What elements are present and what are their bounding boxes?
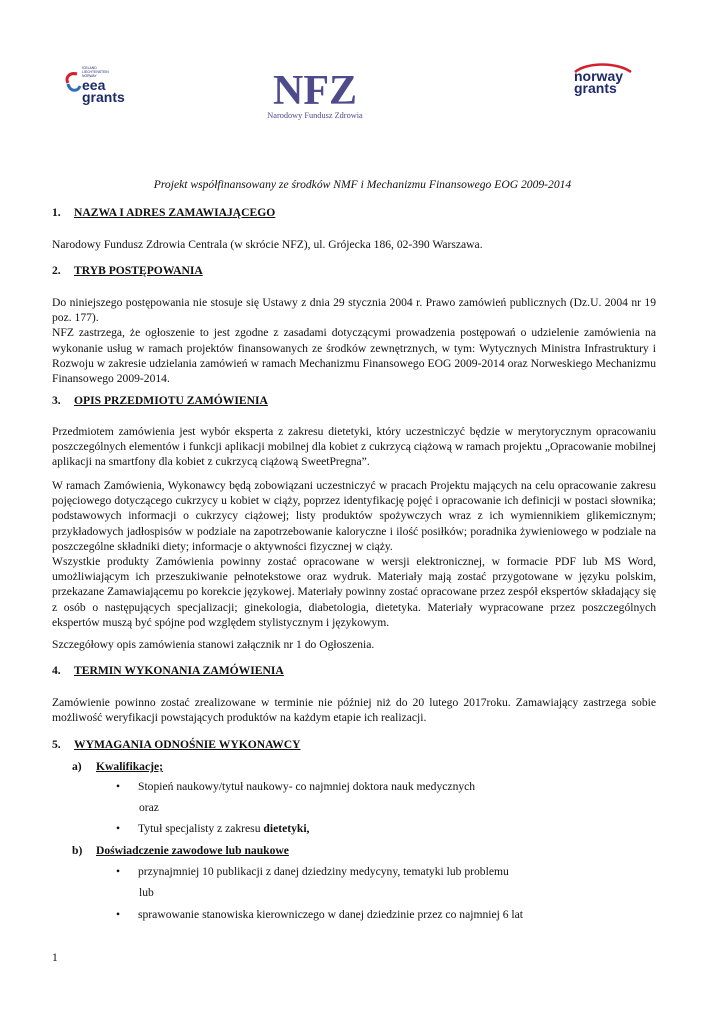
section-4-heading: 4. TERMIN WYKONANIA ZAMÓWIENIA — [52, 664, 284, 677]
section-3-paragraph: Wszystkie produkty Zamówienia powinny zostać opracowane w wersji elektronicznej, w formacie PDF lub MS Word, umożliwiającym ich przeszukiwanie pełnotekstowe oraz wydruk. Materiały mają zostać przygotowane w języku polskim, przekazane Zamawiającemu po korekcie językowej. Materiały powinny zostać opracowane przez zespół ekspertów składający się z osób o następujących specjalizacji; ginekologia, diabetologia, dietetyka. Materiały wypracowane przez poszczególnych ekspertów muszą być spójne pod względem stylistycznym i językowym. — [52, 555, 656, 629]
section-2-heading: 2. TRYB POSTĘPOWANIA — [52, 264, 203, 277]
eea-logo-fine-print: ICELAND LIECHTENSTEIN NORWAY — [82, 66, 109, 78]
section-3-details — [52, 478, 656, 630]
eea-grants-logo — [64, 66, 144, 106]
section-5-heading: 5. WYMAGANIA ODNOŚNIE WYKONAWCY — [52, 738, 301, 751]
section-1-text: Narodowy Fundusz Zdrowia Centrala (w skrócie NFZ), ul. Grójecka 186, 02-390 Warszawa. — [52, 238, 483, 251]
nfz-mark — [250, 72, 380, 108]
eea-swirl-icon — [64, 70, 82, 94]
list-item: • Tytuł specjalisty z zakresu dietetyki, — [116, 822, 310, 835]
section-3-paragraph: W ramach Zamówienia, Wykonawcy będą zobowiązani uczestniczyć w pracach Projektu mających na celu opracowanie zakresu pojęciowego dotyczącego cukrzycy u kobiet w ciąży, poprzez identyfikację pojęć i opracowanie ich definicji w postaci słownika; podstawowych informacji o cukrzycy ciążowej; listy produktów spożywczych wraz z ich wymiennikiem glikemicznym; przykładowych jadłospisów w podziale na zapotrzebowanie kaloryczne i ilość posiłków; poradnika żywieniowego w podziale na poszczególne składniki diety; informacje o aktywności fizycznej w ciąży. — [52, 479, 656, 553]
section-3-heading: 3. OPIS PRZEDMIOTU ZAMÓWIENIA — [52, 394, 268, 407]
section-4-text: Zamówienie powinno zostać zrealizowane w terminie nie później niż do 20 lutego 2017roku. Zamawiający zastrzega sobie możliwość weryfikacji powstających produktów na każdym etapie ich realizacji. — [52, 696, 656, 725]
norway-grants-logo — [568, 62, 648, 104]
list-item-connector: lub — [139, 886, 154, 899]
section-2-paragraph: Do niniejszego postępowania nie stosuje się Ustawy z dnia 29 stycznia 2004 r. Prawo zamówień publicznych (Dz.U. 2004 nr 19 poz. 177). — [52, 296, 656, 325]
nfz-full-name: Narodowy Fundusz Zdrowia — [267, 111, 363, 120]
section-3-note: Szczegółowy opis zamówienia stanowi załącznik nr 1 do Ogłoszenia. — [52, 638, 375, 651]
subsection-b-heading: b) Doświadczenie zawodowe lub naukowe — [72, 844, 289, 857]
project-subtitle: Projekt współfinansowany ze środków NMF i Mechanizmu Finansowego EOG 2009-2014 — [153, 178, 572, 191]
subsection-a-heading: a) Kwalifikacje; — [72, 760, 163, 773]
section-2-paragraph: NFZ zastrzega, że ogłoszenie to jest zgodne z zasadami dotyczącymi prowadzenia postępowań o udzielenie zamówienia na wykonanie usług w ramach projektów finansowanych ze środków zewnętrznych, w tym: Wytycznych Ministra Infrastruktury i Rozwoju w zakresie udzielania zamówień w ramach Mechanizmu Finansowego EOG 2009-2014 oraz Norweskiego Mechanizmu Finansowego 2009-2014. — [52, 326, 656, 386]
list-item: • sprawowanie stanowiska kierowniczego w danej dziedzinie przez co najmniej 6 lat — [116, 908, 524, 921]
bullet-icon: • — [116, 780, 121, 793]
nfz-mark-text: NFZ — [273, 72, 357, 108]
bullet-icon: • — [116, 865, 121, 878]
section-1-heading: 1. NAZWA I ADRES ZAMAWIAJĄCEGO — [52, 206, 276, 219]
page-number: 1 — [52, 951, 58, 964]
section-3-intro: Przedmiotem zamówienia jest wybór eksperta z zakresu dietetyki, który uczestniczyć będzie w merytorycznym opracowaniu poszczególnych elementów i funkcji aplikacji mobilnej dla kobiet z cukrzycą ciążową w ramach projektu „Opracowanie mobilnej aplikacji na smartfony dla kobiet z cukrzycą ciążową SweetPregna”. — [52, 425, 656, 469]
list-item: • Stopień naukowy/tytuł naukowy- co najmniej doktora nauk medycznych — [116, 780, 476, 793]
section-2-text — [52, 295, 656, 386]
list-item: • przynajmniej 10 publikacji z danej dziedziny medycyny, tematyki lub problemu — [116, 865, 509, 878]
list-item-connector: oraz — [139, 801, 159, 814]
norway-logo-wordmark: norway grants — [574, 68, 624, 96]
nfz-logo — [250, 72, 380, 124]
bullet-icon: • — [116, 908, 121, 921]
eea-logo-wordmark: eea grants — [82, 77, 125, 105]
bullet-icon: • — [116, 822, 121, 835]
